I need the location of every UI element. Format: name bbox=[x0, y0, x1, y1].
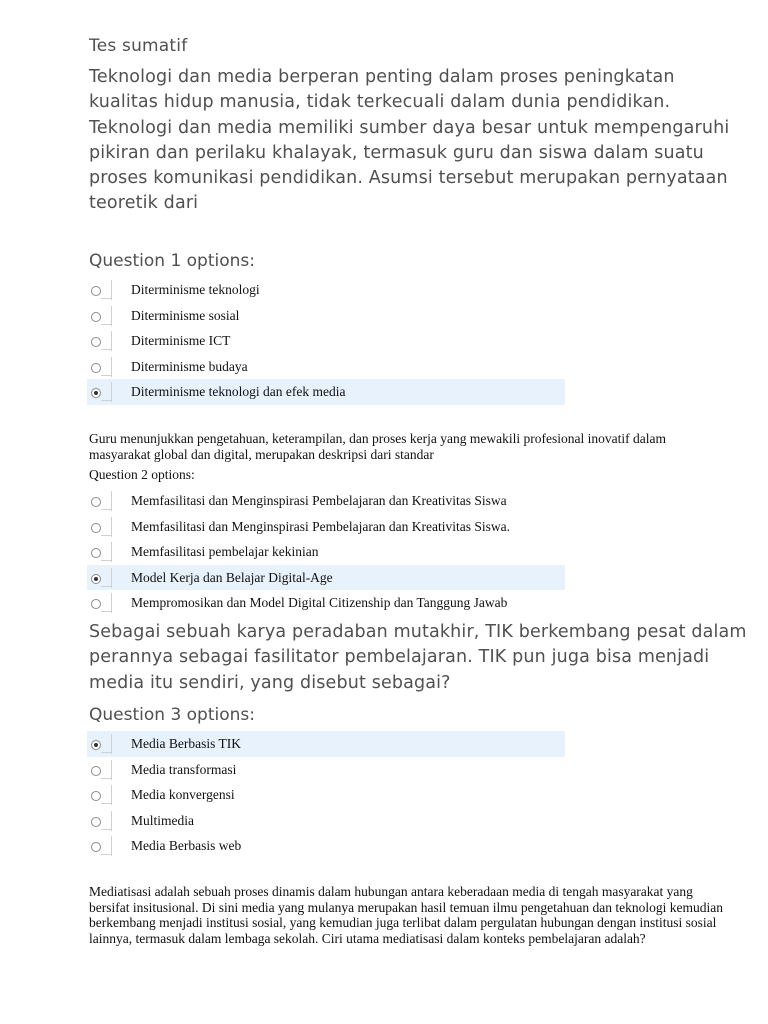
question-1-option-3[interactable] bbox=[87, 328, 565, 354]
question-2-options bbox=[87, 488, 565, 616]
divider bbox=[101, 586, 112, 587]
radio-button[interactable] bbox=[91, 817, 101, 827]
option-label: Model Kerja dan Belajar Digital-Age bbox=[131, 569, 333, 585]
divider bbox=[111, 382, 112, 402]
divider bbox=[111, 811, 112, 831]
radio-button[interactable] bbox=[91, 388, 101, 398]
question-1-option-1[interactable] bbox=[87, 277, 565, 303]
option-label: Diterminisme budaya bbox=[131, 358, 248, 374]
divider bbox=[101, 535, 112, 536]
divider bbox=[111, 760, 112, 780]
radio-button[interactable] bbox=[91, 523, 101, 533]
option-label: Memfasilitasi pembelajar kekinian bbox=[131, 544, 319, 559]
radio-button[interactable] bbox=[91, 842, 101, 852]
divider bbox=[111, 491, 112, 511]
radio-button[interactable] bbox=[91, 574, 101, 584]
question-3-option-3[interactable] bbox=[87, 782, 565, 808]
divider bbox=[111, 836, 112, 856]
divider bbox=[101, 829, 112, 830]
divider bbox=[111, 734, 112, 754]
question-3-options bbox=[87, 731, 565, 859]
divider bbox=[101, 752, 112, 753]
radio-button[interactable] bbox=[91, 337, 101, 347]
option-label: Memfasilitasi dan Menginspirasi Pembelajaran dan Kreativitas Siswa. bbox=[131, 518, 511, 534]
divider bbox=[101, 803, 112, 804]
divider bbox=[101, 778, 112, 779]
radio-button[interactable] bbox=[91, 363, 101, 373]
question-3-text: Sebagai sebuah karya peradaban mutakhir, TIK berkembang pesat dalam perannya sebagai fasilitator pembelajaran. TIK pun juga bisa menjadi media itu sendiri, yang disebut sebagai? bbox=[89, 622, 747, 693]
question-2-options-heading: Question 2 options: bbox=[89, 467, 195, 482]
divider bbox=[101, 400, 112, 401]
question-1-options-heading: Question 1 options: bbox=[89, 251, 255, 271]
divider bbox=[101, 375, 112, 376]
question-4-text: Mediatisasi adalah sebuah proses dinamis dalam hubungan antara keberadaan media di tengah masyarakat yang bersifat insitusional. Di sini media yang mulanya merupakan hasil temuan ilmu pengetahuan dan teknologi kemudian berkembang menjadi institusi sosial, yang kemudian juga terlibat dalam pergulatan hubungan dengan institusi sosial lainnya, termasuk dalam lembaga sekolah. Ciri utama mediatisasi dalam konteks pembelajaran adalah? bbox=[89, 884, 723, 946]
divider bbox=[101, 611, 112, 612]
divider bbox=[111, 593, 112, 613]
divider bbox=[111, 568, 112, 588]
question-1-options bbox=[87, 277, 565, 405]
divider bbox=[101, 324, 112, 325]
radio-button[interactable] bbox=[91, 740, 101, 750]
divider bbox=[101, 509, 112, 510]
option-label: Mempromosikan dan Model Digital Citizenship dan Tanggung Jawab bbox=[131, 595, 508, 610]
question-2-text: Guru menunjukkan pengetahuan, keterampilan, dan proses kerja yang mewakili profesional inovatif dalam masyarakat global dan digital, merupakan deskripsi dari standar bbox=[89, 431, 666, 462]
divider bbox=[101, 560, 112, 561]
divider bbox=[111, 542, 112, 562]
option-label: Memfasilitasi dan Menginspirasi Pembelajaran dan Kreativitas Siswa bbox=[131, 493, 507, 508]
radio-button[interactable] bbox=[91, 286, 101, 296]
divider bbox=[101, 854, 112, 855]
divider bbox=[101, 298, 112, 299]
question-3-options-heading: Question 3 options: bbox=[89, 705, 255, 725]
divider bbox=[111, 785, 112, 805]
radio-button[interactable] bbox=[91, 312, 101, 322]
divider bbox=[111, 357, 112, 377]
question-3-option-2[interactable] bbox=[87, 757, 565, 783]
question-1-text: Teknologi dan media berperan penting dalam proses peningkatan kualitas hidup manusia, tidak terkecuali dalam dunia pendidikan. Teknologi dan media memiliki sumber daya besar untuk mempengaruhi pikiran dan perilaku khalayak, termasuk guru dan siswa dalam suatu proses komunikasi pendidikan. Asumsi tersebut merupakan pernyataan teoretik dari bbox=[89, 67, 730, 214]
option-label: Diterminisme sosial bbox=[131, 307, 240, 323]
question-1-option-2[interactable] bbox=[87, 303, 565, 329]
option-label: Diterminisme teknologi bbox=[131, 282, 260, 297]
option-label: Multimedia bbox=[131, 812, 194, 828]
option-label: Diterminisme ICT bbox=[131, 333, 231, 348]
option-label: Media Berbasis TIK bbox=[131, 736, 241, 751]
question-1-option-5[interactable] bbox=[87, 379, 565, 405]
radio-button[interactable] bbox=[91, 548, 101, 558]
radio-button[interactable] bbox=[91, 791, 101, 801]
question-2-option-3[interactable] bbox=[87, 539, 565, 565]
question-2-option-4[interactable] bbox=[87, 565, 565, 591]
divider bbox=[101, 349, 112, 350]
option-label: Media konvergensi bbox=[131, 787, 235, 802]
question-2-option-5[interactable] bbox=[87, 590, 565, 616]
question-2-option-2[interactable] bbox=[87, 514, 565, 540]
document-title: Tes sumatif bbox=[89, 36, 188, 56]
radio-button[interactable] bbox=[91, 599, 101, 609]
question-3-option-5[interactable] bbox=[87, 833, 565, 859]
option-label: Media transformasi bbox=[131, 761, 237, 777]
divider bbox=[111, 517, 112, 537]
divider bbox=[111, 306, 112, 326]
question-2-option-1[interactable] bbox=[87, 488, 565, 514]
question-3-option-4[interactable] bbox=[87, 808, 565, 834]
option-label: Media Berbasis web bbox=[131, 838, 242, 853]
radio-button[interactable] bbox=[91, 766, 101, 776]
option-label: Diterminisme teknologi dan efek media bbox=[131, 384, 346, 399]
divider bbox=[111, 280, 112, 300]
question-3-option-1[interactable] bbox=[87, 731, 565, 757]
radio-button[interactable] bbox=[91, 497, 101, 507]
question-1-option-4[interactable] bbox=[87, 354, 565, 380]
divider bbox=[111, 331, 112, 351]
